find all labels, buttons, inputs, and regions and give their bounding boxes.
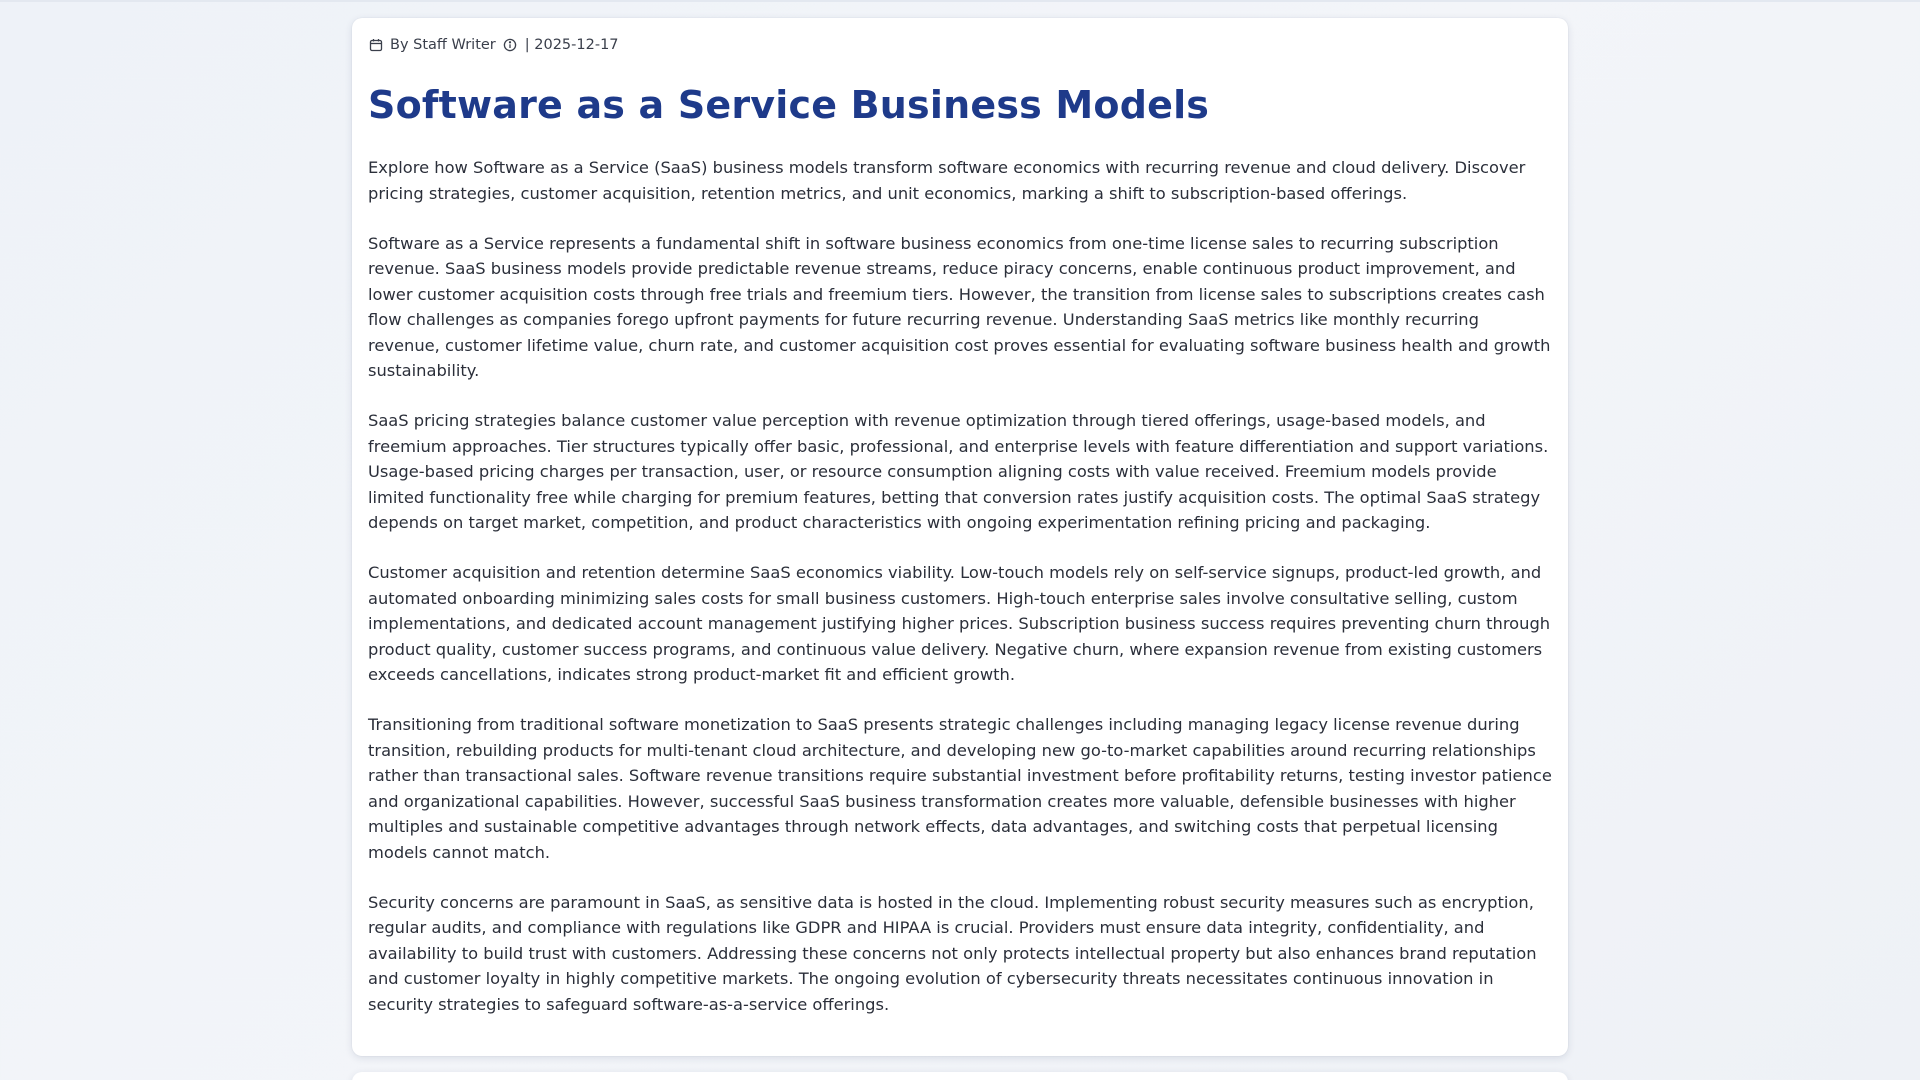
article-meta — [368, 35, 1552, 55]
top-strip — [0, 0, 1920, 2]
next-article-card — [352, 1072, 1568, 1080]
article-paragraph: Explore how Software as a Service (SaaS) business models transform software economics with recurring revenue and cloud delivery. Discover pricing strategies, customer acquisition, retention metrics, and unit economics, marking a shift to subscription-based offerings. — [368, 158, 1526, 203]
article-paragraph: SaaS pricing strategies balance customer value perception with revenue optimization through tiered offerings, usage-based models, and freemium approaches. Tier structures typically offer basic, professional, and enterprise levels with feature differentiation and support variations. Usage-based pricing charges per transaction, user, or resource consumption aligning costs with value received. Freemium models provide limited functionality free while charging for premium features, betting that conversion rates justify acquisition costs. The optimal SaaS strategy depends on target market, competition, and product characteristics with ongoing experimentation refining pricing and packaging. — [368, 411, 1549, 532]
article-paragraph: Security concerns are paramount in SaaS, as sensitive data is hosted in the cloud. Implementing robust security measures such as encryption, regular audits, and compliance with regulations like GDPR and HIPAA is crucial. Providers must ensure data integrity, confidentiality, and availability to build trust with customers. Addressing these concerns not only protects intellectual property but also enhances brand reputation and customer loyalty in highly competitive markets. The ongoing evolution of cybersecurity threats necessitates continuous innovation in security strategies to safeguard software-as-a-service offerings. — [368, 892, 1537, 1014]
article-date: | 2025-12-17 — [524, 37, 619, 53]
article-paragraph: Customer acquisition and retention determine SaaS economics viability. Low-touch models rely on self-service signups, product-led growth, and automated onboarding minimizing sales costs for small business customers. High-touch enterprise sales involve consultative selling, custom implementations, and dedicated account management justifying higher prices. Subscription business success requires preventing churn through product quality, customer success programs, and continuous value delivery. Negative churn, where expansion revenue from existing customers exceeds cancellations, indicates strong product-market fit and efficient growth. — [368, 563, 1551, 684]
article-title: Software as a Service Business Models — [368, 83, 1210, 127]
article-card — [352, 18, 1568, 1056]
article-body — [368, 155, 1552, 1017]
article-paragraph: Transitioning from traditional software monetization to SaaS presents strategic challenges including managing legacy license revenue during transition, rebuilding products for multi-tenant cloud architecture, and developing new go-to-market capabilities around recurring relationships rather than transactional sales. Software revenue transitions require substantial investment before profitability returns, testing investor patience and organizational capabilities. However, successful SaaS business transformation creates more valuable, defensible businesses with higher multiples and sustainable competitive advantages through network effects, data advantages, and switching costs that perpetual licensing models cannot match. — [368, 715, 1552, 862]
article-author: By Staff Writer — [390, 37, 496, 53]
article-paragraph: Software as a Service represents a fundamental shift in software business economics from one-time license sales to recurring subscription revenue. SaaS business models provide predictable revenue streams, reduce piracy concerns, enable continuous product improvement, and lower customer acquisition costs through free trials and freemium tiers. However, the transition from license sales to subscriptions creates cash flow challenges as companies forego upfront payments for future recurring revenue. Understanding SaaS metrics like monthly recurring revenue, customer lifetime value, churn rate, and customer acquisition cost proves essential for evaluating software business health and growth sustainability. — [368, 233, 1551, 380]
calendar-icon — [368, 37, 384, 53]
info-circle-icon — [502, 37, 518, 53]
